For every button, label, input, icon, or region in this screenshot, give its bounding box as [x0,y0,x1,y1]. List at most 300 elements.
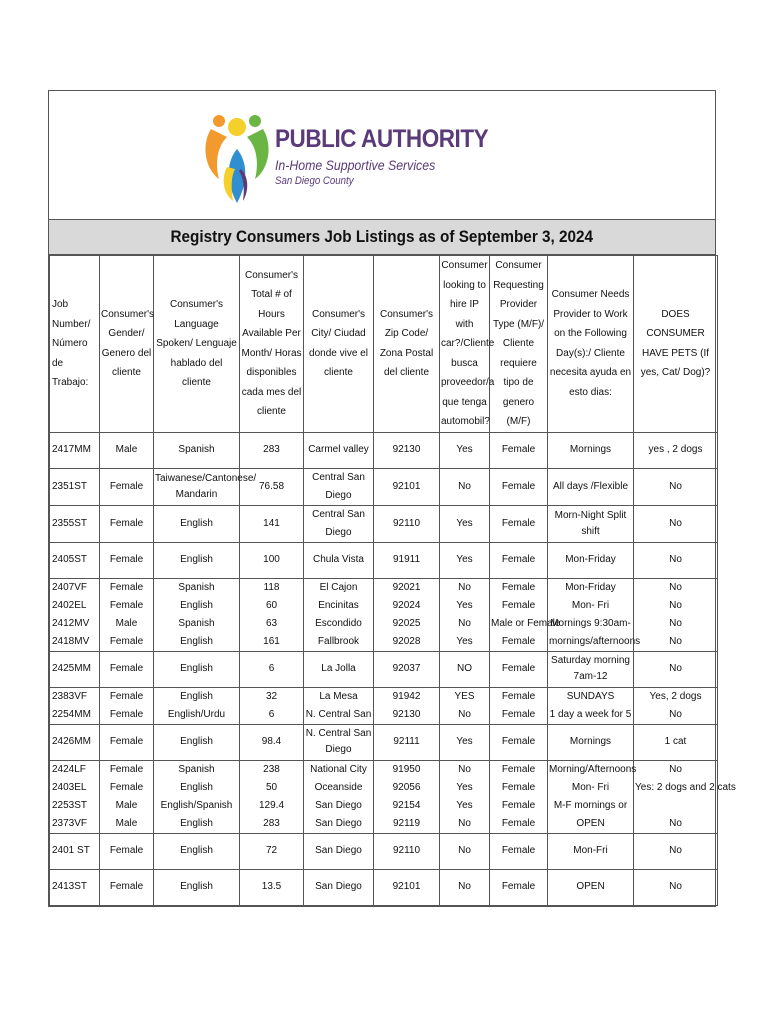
cell-line: Female [109,690,144,702]
cell-line: Male [115,617,138,629]
cell-line: Female [501,799,536,811]
cell-line: Yes [456,799,473,811]
cell-text: 141 [263,517,280,529]
cell-line: SUNDAYS [566,690,615,702]
cell-text: 2355ST [52,517,88,529]
cell-line: 60 [265,599,278,611]
cell-line: No [458,817,471,829]
cell-pets [634,432,718,468]
cell-line: Yes [456,635,473,647]
cell-text: Female [501,845,536,856]
cell-gender [100,760,154,833]
cell-line: Female [109,599,144,611]
cell-text: 2413ST [52,881,88,892]
cell-car [440,468,490,505]
cell-line: 91950 [392,763,421,775]
cell-line: 2373VF [52,817,88,829]
cell-text: No [669,480,682,492]
cell-gender [100,869,154,905]
cell-days [548,724,634,760]
cell-gender [100,432,154,468]
cell-line: English [180,817,213,829]
cell-line: Spanish [178,617,215,629]
cell-text: No [669,881,682,892]
cell-city [304,724,374,760]
cell-line: Yes: 2 dogs and 2 cats [635,781,736,793]
cell-text: Mon-Friday [565,554,616,565]
cell-line: Female [109,763,144,775]
listing-row [50,869,718,905]
cell-line: 92154 [392,799,421,811]
cell-hours [240,833,304,869]
cell-text: Female [109,517,144,529]
public-authority-logo-icon [197,109,277,205]
cell-job [50,869,100,905]
cell-days [548,578,641,651]
cell-line: No [669,599,682,611]
cell-days [548,651,634,687]
cell-text: 13.5 [261,881,282,892]
cell-gender [100,687,154,724]
cell-text: Female [501,881,536,892]
listing-row [50,724,718,760]
cell-zip [374,869,440,905]
cell-text: Carmel valley [308,444,369,455]
cell-city [304,505,374,542]
cell-text: 92037 [392,663,421,674]
listing-row [50,578,718,651]
listings-table [49,255,736,906]
cell-days [548,505,634,542]
cell-hours [240,542,304,578]
cell-text: Female [501,736,536,747]
title-bar [49,220,715,255]
listing-row [50,432,718,468]
cell-days [548,468,634,505]
cell-text: 98.4 [261,736,282,747]
cell-line: 2402EL [52,599,87,611]
cell-hours [240,869,304,905]
cell-line: Male [115,817,138,829]
cell-provider [490,542,548,578]
cell-car [440,651,490,687]
cell-job [50,724,100,760]
header-pets: DOES CONSUMER HAVE PETS (If yes, Cat/ Dog)? [634,256,718,433]
job-listings-sheet [48,90,736,907]
cell-text: 2401 ST [52,845,90,856]
cell-line: 2383VF [52,690,88,702]
cell-line: 129.4 [258,799,285,811]
cell-hours [240,724,304,760]
logo-subtitle: In-Home Supportive Services [275,157,436,173]
header-hours: Consumer's Total # of Hours Available Per Month/ Horas disponibles cada mes del cliente [240,256,304,433]
cell-text: Female [501,444,536,455]
cell-line: 118 [263,581,280,593]
cell-line: M-F mornings or [553,799,628,811]
cell-line: N. Central San [305,708,372,720]
cell-line: 92025 [392,617,421,629]
cell-gender [100,833,154,869]
header-job-number: Job Number/ Número de Trabajo: [50,256,100,433]
cell-line: English [180,781,213,793]
cell-line: 2412MV [52,617,90,629]
cell-text: 6 [268,663,275,674]
cell-text: No [458,480,471,492]
cell-language [154,468,257,505]
cell-line: No [669,708,682,720]
cell-car [440,542,490,578]
cell-text: No [669,663,682,674]
cell-language [154,542,240,578]
cell-language [154,833,240,869]
header-language: Consumer's Language Spoken/ Lenguaje hablado del cliente [154,256,240,433]
cell-zip [374,542,440,578]
cell-pets [634,578,718,651]
cell-provider [490,833,548,869]
cell-car [440,687,490,724]
cell-provider [490,432,548,468]
cell-line: No [458,708,471,720]
cell-line: 2418MV [52,635,90,647]
cell-text: 1 cat [664,736,687,747]
cell-text: English [180,881,213,892]
cell-car [440,578,490,651]
cell-hours [240,578,304,651]
cell-job [50,468,100,505]
cell-text: San Diego [315,845,362,856]
cell-text: Male [115,444,138,455]
cell-text: Central San Diego [312,471,365,501]
cell-text: 2426MM [52,736,91,747]
cell-text: 92110 [392,517,421,529]
cell-line: 92028 [392,635,421,647]
cell-line: English [180,635,213,647]
cell-line: Female [501,635,536,647]
cell-line: mornings/afternoons [549,635,641,647]
cell-line: 92130 [392,708,421,720]
cell-city [304,651,374,687]
logo-county: San Diego County [275,175,354,187]
cell-job [50,833,100,869]
logo-banner [49,91,715,220]
cell-line: Female [501,690,536,702]
cell-line: English/Spanish [160,799,233,811]
cell-line: No [458,617,471,629]
cell-line: No [669,763,682,775]
cell-line: Male or Female [491,617,561,629]
cell-line: 92119 [392,817,421,829]
cell-job [50,687,100,724]
cell-line: Female [501,708,536,720]
cell-text: yes , 2 dogs [648,444,703,455]
cell-zip [374,578,440,651]
cell-zip [374,468,440,505]
cell-gender [100,505,154,542]
cell-text: All days /Flexible [552,480,629,492]
cell-provider [490,760,548,833]
cell-line: 6 [268,708,275,720]
cell-text: Female [109,881,144,892]
cell-pets [634,760,736,833]
cell-text: Yes [456,554,473,565]
cell-hours [240,505,304,542]
cell-text: English [180,517,213,529]
cell-text: Central San Diego [312,508,365,538]
cell-city [304,578,374,651]
cell-text: San Diego [315,881,362,892]
cell-pets [634,651,718,687]
listing-row [50,542,718,578]
cell-language [154,724,240,760]
cell-text: Chula Vista [313,554,364,565]
cell-text: Female [109,480,144,492]
cell-line: Yes [456,599,473,611]
cell-pets [634,869,718,905]
cell-text: Yes [456,517,473,529]
cell-line: No [669,817,682,829]
cell-line: Fallbrook [317,635,360,647]
cell-text: English [180,845,213,856]
cell-text: No [458,881,471,892]
cell-line: Yes, 2 dogs [649,690,702,702]
cell-line: Mon- Fri [571,599,610,611]
cell-line: No [669,617,682,629]
cell-line: 161 [263,635,280,647]
cell-days [548,542,634,578]
cell-text: 283 [263,444,280,455]
cell-line: Male [115,799,138,811]
cell-line: 32 [265,690,278,702]
cell-line: El Cajon [319,581,358,593]
cell-line: Female [109,635,144,647]
cell-line: 2407VF [52,581,88,593]
cell-city [304,833,374,869]
listing-row [50,468,718,505]
cell-car [440,505,490,542]
cell-text: Mornings [569,444,612,455]
cell-text: 92130 [392,444,421,455]
cell-provider [490,505,548,542]
cell-job [50,505,100,542]
cell-line: Female [501,817,536,829]
page-title: Registry Consumers Job Listings as of September 3, 2024 [170,227,594,246]
cell-gender [100,651,154,687]
header-gender: Consumer's Gender/ Genero del cliente [100,256,154,433]
cell-line: Female [501,781,536,793]
cell-line: Female [109,581,144,593]
header-row [50,256,718,433]
cell-city [304,687,374,724]
listing-row [50,687,718,724]
cell-days [548,432,634,468]
cell-job [50,542,100,578]
cell-text: English [180,554,213,565]
cell-line: English/Urdu [167,708,226,720]
cell-days [548,760,637,833]
cell-language [154,505,240,542]
cell-days [548,833,634,869]
listing-row [50,760,718,833]
cell-provider [490,724,548,760]
cell-zip [374,724,440,760]
cell-text: 72 [265,845,278,856]
cell-line: Encinitas [318,599,359,611]
cell-gender [100,468,154,505]
cell-text: 92111 [393,736,420,747]
cell-line: Morning/Afternoons [549,763,637,775]
cell-job [50,651,100,687]
cell-gender [100,542,154,578]
cell-line: Female [109,708,144,720]
cell-city [304,542,374,578]
cell-text: Female [109,554,144,565]
cell-text: Female [501,554,536,565]
cell-gender [100,724,154,760]
listings-body [50,432,736,905]
cell-text: 92101 [392,881,421,892]
cell-hours [240,651,304,687]
cell-days [548,687,634,724]
cell-text: OPEN [576,881,605,892]
cell-text: La Jolla [321,663,356,674]
cell-pets [634,833,718,869]
cell-line: 91942 [392,690,421,702]
cell-text: 2405ST [52,554,88,565]
cell-job [50,760,100,833]
cell-line: Female [501,599,536,611]
cell-line: No [458,763,471,775]
header-provider-type: Consumer Requesting Provider Type (M/F)/ Cliente requiere tipo de genero (M/F) [490,256,548,433]
cell-city [304,869,374,905]
cell-zip [374,505,440,542]
cell-text: 91911 [392,554,421,565]
cell-line: 2254MM [52,708,91,720]
cell-gender [100,578,154,651]
cell-car [440,833,490,869]
cell-line: OPEN [576,817,605,829]
cell-language [154,578,240,651]
cell-text: 76.58 [258,480,285,492]
cell-line: Female [501,763,536,775]
cell-language [154,760,240,833]
cell-line: Spanish [178,763,215,775]
cell-text: 92101 [392,480,421,492]
cell-line: Yes [456,781,473,793]
cell-line: English [180,690,213,702]
cell-line: 92056 [392,781,421,793]
cell-text: Female [501,517,536,529]
cell-text: N. Central San Diego [305,728,372,755]
cell-line: No [458,581,471,593]
cell-car [440,869,490,905]
cell-line: 2403EL [52,781,87,793]
cell-text: Female [501,480,536,492]
cell-line: No [669,581,682,593]
cell-text: Female [109,736,144,747]
cell-city [304,760,374,833]
cell-text: 2425MM [52,663,91,674]
cell-line: 2253ST [52,799,88,811]
header-zip: Consumer's Zip Code/ Zona Postal del cliente [374,256,440,433]
cell-language [154,651,240,687]
cell-line: National City [310,763,367,775]
cell-text: No [669,845,682,856]
listing-row [50,833,718,869]
cell-line: 238 [263,763,280,775]
cell-provider [490,869,548,905]
cell-provider [490,651,548,687]
cell-line: La Mesa [319,690,358,702]
cell-line: 92021 [392,581,421,593]
cell-line: San Diego [315,817,362,829]
header-car: Consumer looking to hire IP with car?/Cliente busca proveedor/a que tenga automobil? [440,256,490,433]
cell-city [304,468,374,505]
cell-job [50,432,100,468]
cell-zip [374,760,440,833]
cell-text: NO [457,663,472,674]
cell-text: Spanish [178,444,215,455]
cell-line: 63 [265,617,278,629]
cell-line [635,797,716,815]
cell-zip [374,833,440,869]
cell-text: Taiwanese/Cantonese/ Mandarin [155,472,257,500]
cell-pets [634,724,718,760]
listing-row [50,651,718,687]
cell-hours [240,760,304,833]
cell-text: English [180,736,213,747]
cell-line: 1 day a week for 5 [549,708,632,720]
cell-city [304,432,374,468]
cell-language [154,432,240,468]
cell-text: Female [501,663,536,674]
cell-language [154,687,240,724]
cell-line: 283 [263,817,280,829]
cell-zip [374,432,440,468]
cell-line: English [180,599,213,611]
cell-provider [490,578,561,651]
cell-text: Mornings [569,736,612,747]
cell-car [440,760,490,833]
cell-text: Mon-Fri [573,845,608,856]
cell-text: Female [109,845,144,856]
cell-line: Female [109,781,144,793]
cell-line: Spanish [178,581,215,593]
cell-line: 2424LF [52,763,86,775]
cell-provider [490,468,548,505]
cell-text: 2351ST [52,480,88,492]
cell-line: No [669,635,682,647]
cell-text: No [458,845,471,856]
cell-line: Oceanside [314,781,363,793]
cell-text: Saturday morning 7am-12 [551,655,630,682]
cell-pets [634,542,718,578]
cell-line: Female [501,581,536,593]
cell-provider [490,687,548,724]
cell-car [440,432,490,468]
listing-row [50,505,718,542]
cell-text: Yes [456,444,473,455]
cell-line: 50 [265,781,278,793]
cell-job [50,578,100,651]
cell-pets [634,687,718,724]
cell-text: 100 [263,554,280,565]
cell-text: No [669,554,682,565]
cell-line: San Diego [315,799,362,811]
cell-text: 2417MM [52,444,91,455]
cell-zip [374,651,440,687]
cell-line: Mornings 9:30am- [550,617,631,629]
header-days: Consumer Needs Provider to Work on the Following Day(s):/ Cliente necesita ayuda en esto dias: [548,256,634,433]
